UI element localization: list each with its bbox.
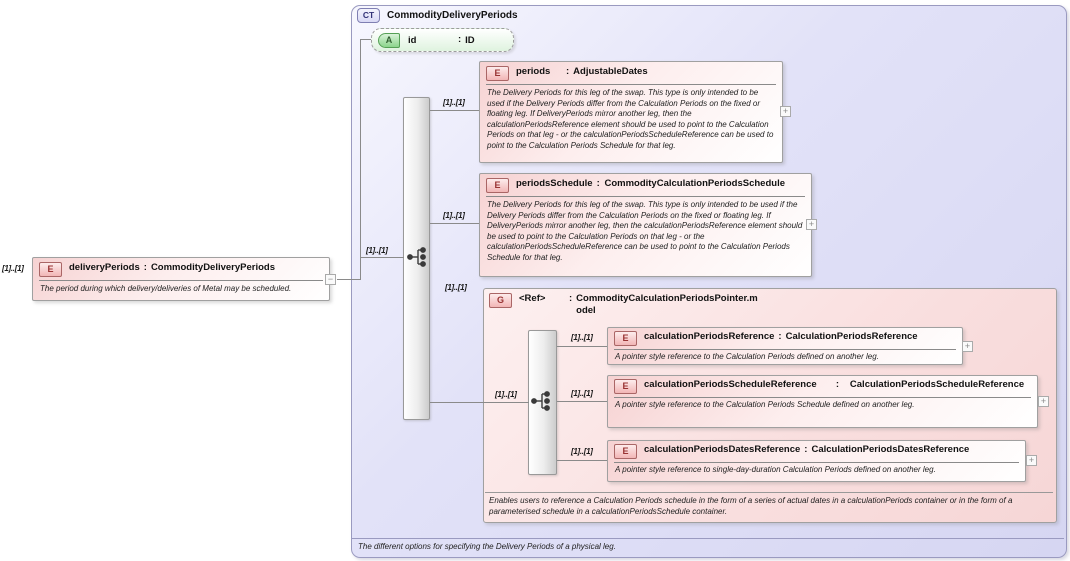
- group-type: CommodityCalculationPeriodsPointer.model: [576, 293, 758, 316]
- cardinality-label: [1]..[1]: [443, 98, 465, 107]
- cardinality-label: [1]..[1]: [443, 211, 465, 220]
- element-badge: E: [39, 262, 62, 277]
- choice-icon: [407, 246, 429, 268]
- element-periods[interactable]: E periods : AdjustableDates The Delivery Periods for this leg of the swap. This type is only intended to be used if the Delivery Periods differ from the Calculation Periods on the fixed or floating leg. If DeliveryPeriods mirror another leg, then the calculationPeriodsReference element should be used to point to the Calculation Periods on that leg - or the calculationPeriodsScheduleReference can be used to point to the Calculation Periods Schedule for that leg.: [479, 61, 783, 163]
- attribute-badge: A: [378, 33, 400, 48]
- expand-button[interactable]: +: [806, 219, 817, 230]
- element-badge: E: [614, 379, 637, 394]
- element-name: calculationPeriodsScheduleReference: [644, 379, 817, 390]
- element-calculation-periods-dates-reference[interactable]: E calculationPeriodsDatesReference : CalculationPeriodsDatesReference A pointer style reference to single-day-duration Calculation Periods defined on another leg.: [607, 440, 1026, 482]
- divider: [352, 538, 1064, 539]
- connector-line: [430, 402, 529, 403]
- cardinality-label: [1]..[1]: [571, 389, 593, 398]
- divider: [485, 492, 1053, 493]
- connector-line: [557, 460, 607, 461]
- element-badge: E: [486, 178, 509, 193]
- cardinality-label: [1]..[1]: [366, 246, 388, 255]
- cardinality-label: [1]..[1]: [2, 264, 24, 273]
- element-type: CommodityCalculationPeriodsSchedule: [604, 178, 785, 189]
- element-annotation: A pointer style reference to the Calculation Periods defined on another leg.: [615, 352, 879, 361]
- attribute-name: id: [408, 34, 417, 46]
- connector-line: [557, 346, 607, 347]
- connector-line: [557, 401, 607, 402]
- collapse-button[interactable]: −: [325, 274, 336, 285]
- cardinality-label: [1]..[1]: [571, 333, 593, 342]
- element-calculation-periods-schedule-reference[interactable]: E calculationPeriodsScheduleReference : CalculationPeriodsScheduleReference A pointer style reference to the Calculation Periods Schedule defined on another leg.: [607, 375, 1038, 428]
- connector-line: [337, 279, 361, 280]
- element-annotation: The Delivery Periods for this leg of the swap. This type is only intended to be used if the Delivery Periods differ from the Calculation Periods on the fixed or floating leg. If DeliveryPeriods mirror another leg, then the calculationPeriodsReference element should be used to point to the Calculation Periods on that leg - or the calculationPeriodsScheduleReference can be used to point to the Calculation Periods Schedule for that leg.: [487, 88, 774, 150]
- group-header: G <Ref> : CommodityCalculationPeriodsPointer.model: [489, 293, 762, 317]
- element-badge: E: [486, 66, 509, 81]
- element-type: CalculationPeriodsScheduleReference: [849, 379, 1025, 390]
- cardinality-label: [1]..[1]: [571, 447, 593, 456]
- cardinality-label: [1]..[1]: [495, 390, 517, 399]
- element-annotation: A pointer style reference to the Calculation Periods Schedule defined on another leg.: [615, 400, 915, 409]
- connector-line: [430, 223, 479, 224]
- element-badge: E: [614, 331, 637, 346]
- element-calculation-periods-reference[interactable]: E calculationPeriodsReference : CalculationPeriodsReference A pointer style reference to the Calculation Periods defined on another leg.: [607, 327, 963, 365]
- group-annotation: Enables users to reference a Calculation Periods schedule in the form of a series of actual dates in a calculationPeriods container or in the form of a parameterised schedule in a calculationPeriodsSchedule container.: [489, 496, 1013, 516]
- complex-type-annotation: The different options for specifying the Delivery Periods of a physical leg.: [358, 542, 616, 551]
- complex-type-badge: CT: [357, 8, 380, 23]
- group-badge: G: [489, 293, 512, 308]
- element-name: calculationPeriodsDatesReference: [644, 444, 801, 455]
- attribute-id[interactable]: [371, 28, 514, 52]
- group-name: <Ref>: [519, 293, 546, 304]
- element-annotation: The Delivery Periods for this leg of the swap. This type is only intended to be used if the Delivery Periods differ from the Calculation Periods on the fixed or floating leg. If DeliveryPeriods mirror another leg, then the calculationPeriodsReference element should be used to point to the Calculation Periods on that leg - or the calculationPeriodsScheduleReference can be used to point to the Calculation Periods Schedule for that leg.: [487, 200, 803, 262]
- expand-button[interactable]: +: [1026, 455, 1037, 466]
- element-name: periods: [516, 66, 551, 77]
- element-type: CalculationPeriodsDatesReference: [811, 444, 970, 455]
- complex-type-title: CommodityDeliveryPeriods: [387, 10, 518, 21]
- colon: :: [458, 34, 462, 45]
- expand-button[interactable]: +: [780, 106, 791, 117]
- choice-icon: [531, 390, 553, 412]
- element-type: CommodityDeliveryPeriods: [150, 262, 276, 273]
- element-name: deliveryPeriods: [69, 262, 140, 273]
- element-annotation: The period during which delivery/deliveries of Metal may be scheduled.: [40, 284, 292, 293]
- connector-line: [430, 110, 479, 111]
- element-delivery-periods[interactable]: E deliveryPeriods : CommodityDeliveryPeriods The period during which delivery/deliveries of Metal may be scheduled.: [32, 257, 330, 301]
- expand-button[interactable]: +: [962, 341, 973, 352]
- element-type: CalculationPeriodsReference: [785, 331, 918, 342]
- expand-button[interactable]: +: [1038, 396, 1049, 407]
- element-badge: E: [614, 444, 637, 459]
- element-annotation: A pointer style reference to single-day-duration Calculation Periods defined on another leg.: [615, 465, 936, 474]
- element-periods-schedule[interactable]: E periodsSchedule : CommodityCalculationPeriodsSchedule The Delivery Periods for this leg of the swap. This type is only intended to be used if the Delivery Periods differ from the Calculation Periods on the fixed or floating leg. If DeliveryPeriods mirror another leg, then the calculationPeriodsReference element should be used to point to the Calculation Periods on that leg - or the calculationPeriodsScheduleReference can be used to point to the Calculation Periods Schedule for that leg.: [479, 173, 812, 277]
- connector-line: [361, 257, 404, 258]
- cardinality-label: [1]..[1]: [445, 283, 467, 292]
- complex-type-header: [357, 8, 518, 23]
- connector-line: [360, 40, 361, 280]
- attribute-type: ID: [465, 34, 475, 46]
- element-name: periodsSchedule: [516, 178, 593, 189]
- element-type: AdjustableDates: [573, 66, 648, 77]
- element-name: calculationPeriodsReference: [644, 331, 775, 342]
- connector-line: [360, 39, 371, 40]
